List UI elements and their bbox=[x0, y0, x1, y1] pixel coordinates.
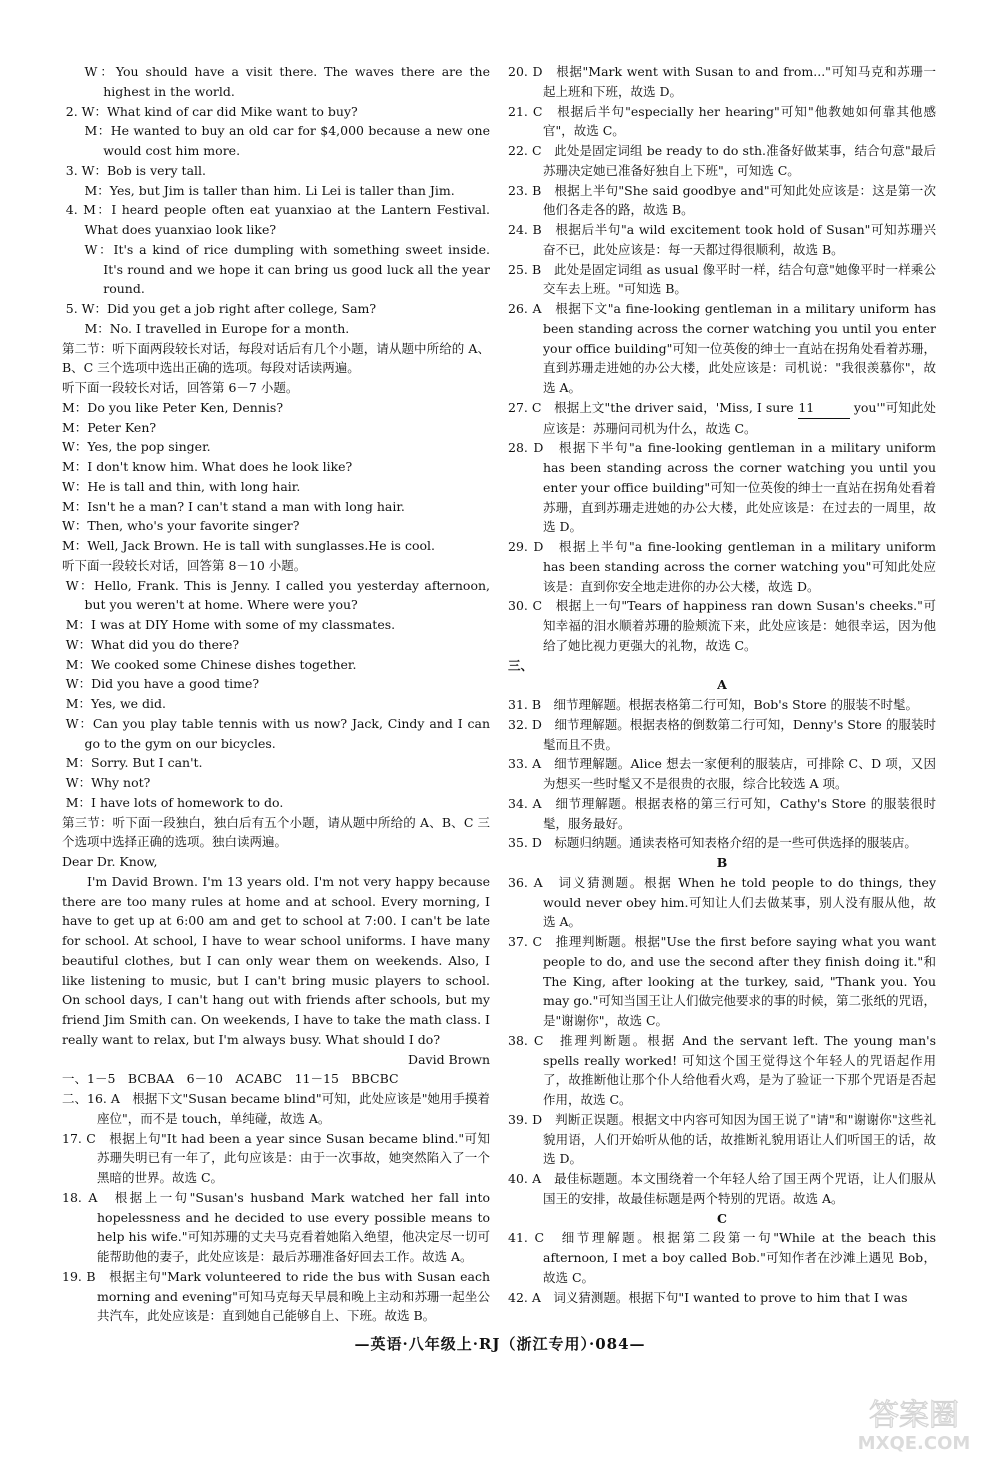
dialogue-line: 5. W：Did you get a job right after college, Sam? bbox=[65, 301, 377, 316]
dialogue-line: 2. W：What kind of car did Mike want to buy? bbox=[65, 103, 358, 119]
dialogue-line: W：You should have a visit there. The waves there are the highest in the world. bbox=[84, 64, 490, 99]
section3-label: 三、 bbox=[508, 657, 534, 673]
dialogue-c-intro: 听下面一段较长对话，回答第 8－10 小题。 bbox=[62, 557, 307, 573]
answer-item: 二、16. A 根据下文"Susan became blind"可知，此处应该是"她用手摸着座位"，而不是 touch，单纯碰，故选 A。 bbox=[62, 1091, 490, 1126]
page-footer: —英语·八年级上·RJ（浙江专用）·084— bbox=[354, 1335, 646, 1353]
answers-28-30 bbox=[508, 438, 936, 655]
answer-item: 20. D 根据"Mark went with Susan to and from..."可知马克和苏珊一起上班和下班，故选 D。 bbox=[508, 64, 936, 99]
left-column bbox=[62, 62, 490, 1326]
dialogue-line: M：I don't know him. What does he look like? bbox=[62, 459, 353, 474]
answer-item: 39. D 判断正误题。根据文中内容可知因为国王说了"请"和"谢谢你"这些礼貌用语，人们开始听从他的话，故推断礼貌用语让人们听国王的话，故选 D。 bbox=[508, 1111, 936, 1167]
letter-body: I'm David Brown. I'm 13 years old. I'm not very happy because there are too many rules at home and at school. Every morning, I have to get up at 6:00 am and get to school at 7:00. I can't be late for school. At school, I have to wear school uniforms. I have many beautiful clothes, but I can only wear them on weekends. Also, I like listening to music, but I can't bring music players to school. On school days, I can't hang out with friends after schools, but my friend Jim Smith can. On weekends, I have to take the math class. I really want to relax, but I'm always busy. What should I do? bbox=[62, 873, 490, 1047]
dialogue-line: M：No. I travelled in Europe for a month. bbox=[84, 320, 350, 336]
dialogue-line: M：Do you like Peter Ken, Dennis? bbox=[62, 399, 284, 415]
watermark-title: 答案圈 bbox=[869, 1398, 959, 1433]
answer-item: 33. A 细节理解题。Alice 想去一家便利的服装店，可排除 C、D 项，又因为想买一些时髦又不是很贵的衣服，综合比较选 A 项。 bbox=[508, 756, 936, 791]
answer-item: 35. D 标题归纳题。通读表格可知表格介绍的是一些可供选择的服装店。 bbox=[508, 835, 917, 851]
dialogue-line: M：Isn't he a man? I can't stand a man with long hair. bbox=[62, 498, 405, 514]
letter-greeting: Dear Dr. Know, bbox=[62, 854, 158, 869]
dialogue-line: M：Sorry. But I can't. bbox=[65, 755, 203, 771]
dialogue-part-one bbox=[62, 62, 490, 339]
answer-item: 37. C 推理判断题。根据"Use the first before saying what you want people to do, and use the second after they finish doing it."和 The King, after looking at the turkey, said, "Thank you. You may go."可知当国王让人们做完他要求的事的时候，第二张纸的咒语，是"谢谢你"，故选 C。 bbox=[508, 934, 936, 1028]
dialogue-line: W：Why not? bbox=[65, 775, 151, 790]
dialogue-line: M：Peter Ken? bbox=[62, 419, 157, 435]
answer-27-text-post: you'"可知此处应该是：苏珊问司机为什么，故选 C。 bbox=[543, 399, 936, 436]
dialogue-b bbox=[62, 398, 490, 556]
answer-item: 41. C 细节理解题。根据第二段第一句"While at the beach this afternoon, I met a boy called Bob."可知作者在沙滩上遇见 Bob，故选 C。 bbox=[508, 1230, 936, 1285]
answers-part-one: 一、1－5 BCBAA 6－10 ACABC 11－15 BBCBC bbox=[62, 1071, 399, 1087]
part-b-label: B bbox=[716, 855, 728, 870]
dialogue-line: M：Yes, but Jim is taller than him. Li Lei is taller than Jim. bbox=[84, 182, 455, 198]
dialogue-line: W：Then, who's your favorite singer? bbox=[62, 518, 300, 534]
answer-27-blank: 11 bbox=[798, 398, 850, 419]
answer-item: 23. B 根据上半句"She said goodbye and"可知此处应该是：这是第一次他们各走各的路，故选 B。 bbox=[508, 182, 936, 218]
answer-item: 19. B 根据主句"Mark volunteered to ride the bus with Susan each morning and evening"可知马克每天早晨和晚上主动和苏珊一起坐公共汽车，此处应该是：直到她自己能够自上、下班。故选 B。 bbox=[62, 1268, 490, 1324]
answers-31-35 bbox=[508, 695, 936, 853]
answer-item: 29. D 根据上半句"a fine-looking gentleman in a military uniform has been standing across the corner watching you"可知此处应该是：直到你安全地走进你的办公大楼，故选 D。 bbox=[508, 539, 936, 594]
dialogue-c bbox=[62, 576, 490, 813]
dialogue-line: W：It's a kind of rice dumpling with something sweet inside. It's round and we hope it can bring us good luck all the year round. bbox=[84, 241, 490, 297]
answer-item-27 bbox=[508, 398, 936, 439]
answer-item: 32. D 细节理解题。根据表格的倒数第二行可知，Denny's Store 的服装时髦而且不贵。 bbox=[508, 716, 936, 752]
dialogue-line: M：We cooked some Chinese dishes together. bbox=[65, 656, 357, 672]
answer-item: 26. A 根据下文"a fine-looking gentleman in a military uniform has been standing across the corner watching you until you enter your office building"可知一位英俊的绅士一直站在拐角处看着苏珊，直到苏珊走进她的办公大楼，此处应该是：司机说："我很羡慕你"，故选 A。 bbox=[508, 301, 936, 395]
answer-item: 25. B 此处是固定词组 as usual 像平时一样，结合句意"她像平时一样乘公交车去上班。"可知选 B。 bbox=[508, 261, 936, 297]
dialogue-line: M：Well, Jack Brown. He is tall with sunglasses.He is cool. bbox=[62, 538, 435, 553]
answer-item: 34. A 细节理解题。根据表格的第三行可知，Cathy's Store 的服装很时髦，服务最好。 bbox=[508, 795, 936, 831]
dialogue-line: W：What did you do there? bbox=[65, 636, 240, 652]
dialogue-line: M：I was at DIY Home with some of my classmates. bbox=[65, 617, 396, 632]
answer-item: 36. A 词义猜测题。根据 When he told people to do things, they would never obey him.可知让人们去做某事，别人没有服从他，故选 A。 bbox=[508, 874, 936, 930]
part-c-label: C bbox=[717, 1210, 727, 1226]
section3-intro: 第三节：听下面一段独白，独白后有五个小题，请从题中所给的 A、B、C 三个选项中选择正确的选项。独白读两遍。 bbox=[62, 814, 490, 850]
watermark-url: MXQE.COM bbox=[857, 1433, 971, 1454]
answer-item: 24. B 根据后半句"a wild excitement took hold of Susan"可知苏珊兴奋不已，此处应该是：每一天都过得很顺利，故选 B。 bbox=[508, 222, 936, 257]
answers-part-two bbox=[62, 1089, 490, 1326]
dialogue-line: 4. M：I heard people often eat yuanxiao at the Lantern Festival. What does yuanxiao look like? bbox=[65, 202, 490, 237]
answer-item: 42. A 词义猜测题。根据下句"I wanted to prove to him that I was bbox=[508, 1289, 908, 1305]
answer-27-text-pre: 27. C 根据上文"the driver said，'Miss, I sure bbox=[508, 399, 794, 415]
dialogue-line: 3. W：Bob is very tall. bbox=[65, 162, 206, 178]
watermark-logo bbox=[834, 1389, 994, 1455]
dialogue-line: W：He is tall and thin, with long hair. bbox=[62, 478, 301, 494]
answer-item: 30. C 根据上一句"Tears of happiness ran down Susan's cheeks."可知幸福的泪水顺着苏珊的脸颊流下来，此处应该是：她很幸运，因为他给了她比视力更强大的礼物，故选 C。 bbox=[508, 598, 936, 653]
answer-item: 40. A 最佳标题题。本文围绕着一个年轻人给了国王两个咒语，让人们服从国王的安排，故最佳标题是两个特别的咒语。故选 A。 bbox=[508, 1171, 936, 1206]
answer-item: 38. C 推理判断题。根据 And the servant left. The young man's spells really worked! 可知这个国王觉得这个年轻人的咒语起作用了，故推断他让那个仆人给他看火鸡，是为了验证一下那个咒语是否起作用，故选 C。 bbox=[508, 1032, 936, 1107]
answers-36-40 bbox=[508, 873, 936, 1209]
part-a-label: A bbox=[717, 677, 727, 693]
dialogue-line: W：Yes, the pop singer. bbox=[62, 439, 211, 455]
letter-signature: David Brown bbox=[408, 1051, 490, 1067]
dialogue-line: M：I have lots of homework to do. bbox=[65, 794, 284, 810]
answer-item: 18. A 根据上一句"Susan's husband Mark watched her fall into hopelessness and he decided to use every possible means to help his wife."可知苏珊的丈夫马克看着她陷入绝望，他决定尽一切可能帮助他的妻子，此处应该是：最后苏珊准备好回去工作。故选 A。 bbox=[62, 1189, 490, 1264]
answer-item: 17. C 根据上句"It had been a year since Susan became blind."可知苏珊失明已有一年了，此句应该是：由于一次事故，她突然陷入了一个黑暗的世界。故选 C。 bbox=[62, 1130, 490, 1185]
dialogue-line: W：Did you have a good time? bbox=[65, 676, 260, 692]
section2-intro: 第二节：听下面两段较长对话，每段对话后有几个小题，请从题中所给的 A、B、C 三个选项中选出正确的选项。每段对话读两遍。 bbox=[62, 340, 490, 376]
answers-20-26 bbox=[508, 62, 936, 398]
dialogue-line: M：Yes, we did. bbox=[65, 696, 167, 711]
dialogue-line: W：Hello, Frank. This is Jenny. I called you yesterday afternoon, but you weren't at home. Where were you? bbox=[65, 577, 490, 613]
dialogue-line: W：Can you play table tennis with us now? Jack, Cindy and I can go to the gym on our bicycles. bbox=[65, 715, 490, 751]
answer-item: 22. C 此处是固定词组 be ready to do sth.准备好做某事，结合句意"最后苏珊决定她已准备好独自上下班"，可知选 C。 bbox=[508, 143, 936, 178]
dialogue-line: M：He wanted to buy an old car for $4,000 because a new one would cost him more. bbox=[84, 123, 490, 158]
right-column bbox=[508, 62, 936, 1307]
answers-41-42 bbox=[508, 1228, 936, 1307]
answer-item: 28. D 根据下半句"a fine-looking gentleman in a military uniform has been standing across the corner watching you until you enter your office building"可知一位英俊的绅士一直站在拐角处看着苏珊，直到苏珊走进她的办公大楼，此处应该是：在过去的一周里，故选 D。 bbox=[508, 440, 936, 535]
dialogue-b-intro: 听下面一段较长对话，回答第 6－7 小题。 bbox=[62, 380, 299, 395]
answer-item: 31. B 细节理解题。根据表格第二行可知，Bob's Store 的服装不时髦。 bbox=[508, 697, 919, 712]
answer-item: 21. C 根据后半句"especially her hearing"可知"他教她如何靠其他感官"，故选 C。 bbox=[508, 103, 936, 139]
